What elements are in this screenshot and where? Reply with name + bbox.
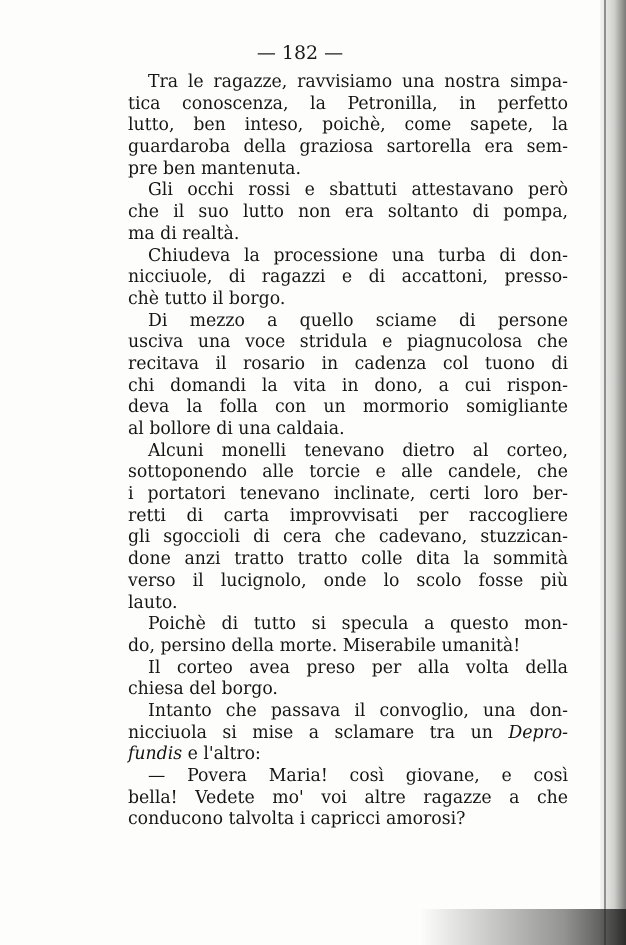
line-text: chi domandi la vita in dono, a cui rispon- (128, 375, 568, 396)
text-line (128, 202, 568, 224)
text-line (128, 744, 568, 766)
line-text: verso il lucignolo, onde lo scolo fosse più (128, 570, 568, 591)
text-line (128, 332, 568, 354)
line-text: — Povera Maria! così giovane, e così (148, 766, 568, 786)
line-text: Intanto che passava il convoglio, una don- (148, 700, 568, 721)
line-text: retti di carta improvvisati per raccogliere (128, 505, 568, 526)
text-line (128, 549, 568, 571)
line-text: chiesa del borgo. (128, 679, 278, 700)
line-text: usciva una voce stridula e piagnucolosa che (128, 332, 568, 353)
line-text: i portatori tenevano inclinate, certi loro ber- (128, 484, 568, 505)
line-text: che il suo lutto non era soltanto di pompa, (128, 202, 568, 223)
text-line (128, 224, 568, 246)
line-text: Poichè di tutto si specula a questo mon- (148, 614, 568, 635)
line-text: Di mezzo a quello sciame di persone (148, 310, 568, 331)
text-line (128, 766, 568, 788)
line-text: deva la folla con un mormorio somigliante (128, 397, 568, 418)
text-line (128, 419, 568, 441)
text-line (128, 809, 568, 831)
text-line (128, 289, 568, 311)
text-line (128, 593, 568, 615)
line-text: pre ben mantenuta. (128, 158, 301, 179)
text-line (128, 376, 568, 398)
italic-word: fundis (128, 744, 183, 765)
line-text: Chiudeva la processione una turba di don- (148, 245, 568, 266)
text-line (128, 571, 568, 593)
line-text: Il corteo avea preso per alla volta della (148, 657, 568, 678)
line-text: Gli occhi rossi e sbattuti attestavano però (148, 180, 568, 201)
line-text: ma di realtà. (128, 223, 240, 244)
text-line (128, 506, 568, 528)
line-text: chè tutto il borgo. (128, 288, 286, 309)
text-line (128, 115, 568, 137)
text-line (128, 397, 568, 419)
text-line (128, 159, 568, 181)
text-line (128, 180, 568, 202)
line-text: sottoponendo alle torcie e alle candele, che (128, 462, 568, 483)
line-text: Alcuni monelli tenevano dietro al corteo, (148, 440, 568, 461)
line-text: recitava il rosario in cadenza col tuono di (128, 353, 568, 374)
page-edge-line (604, 0, 606, 945)
text-line (128, 614, 568, 636)
line-text: Tra le ragazze, ravvisiamo una nostra simpa- (148, 72, 568, 92)
page-corner-shadow (420, 909, 626, 945)
line-text: bella! Vedete mo' voi altre ragazze a che (128, 787, 568, 808)
text-line (128, 441, 568, 463)
line-text: done anzi tratto tratto colle dita la sommità (128, 549, 568, 570)
line-text: gli sgoccioli di cera che cadevano, stuzzican- (128, 527, 568, 548)
line-text: tica conoscenza, la Petronilla, in perfetto (128, 93, 568, 114)
text-line (128, 636, 568, 658)
text-line (128, 462, 568, 484)
text-line (128, 354, 568, 376)
text-line (128, 94, 568, 116)
page-number: — 182 — (256, 42, 344, 64)
text-line (128, 701, 568, 723)
line-text: nicciuola si mise a sclamare tra un (128, 722, 509, 743)
text-line (128, 72, 568, 94)
line-text: lutto, ben inteso, poichè, come sapete, la (128, 115, 568, 136)
text-line (128, 246, 568, 268)
line-text: e l'altro: (182, 744, 261, 765)
text-line (128, 267, 568, 289)
text-line (128, 484, 568, 506)
text-line (128, 137, 568, 159)
text-line (128, 788, 568, 810)
line-text: conducono talvolta i capricci amorosi? (128, 809, 466, 830)
text-line (128, 527, 568, 549)
text-line (128, 679, 568, 701)
italic-word: Depro- (508, 722, 568, 743)
line-text: do, persino della morte. Miserabile umanità! (128, 635, 521, 656)
body-text (128, 72, 568, 831)
line-text: al bollore di una caldaia. (128, 419, 345, 439)
text-line (128, 658, 568, 680)
text-line (128, 311, 568, 333)
line-text: lauto. (128, 592, 178, 613)
line-text: nicciuole, di ragazzi e di accattoni, presso- (128, 267, 568, 288)
text-line (128, 723, 568, 745)
line-text: guardaroba della graziosa sartorella era sem- (128, 137, 568, 158)
